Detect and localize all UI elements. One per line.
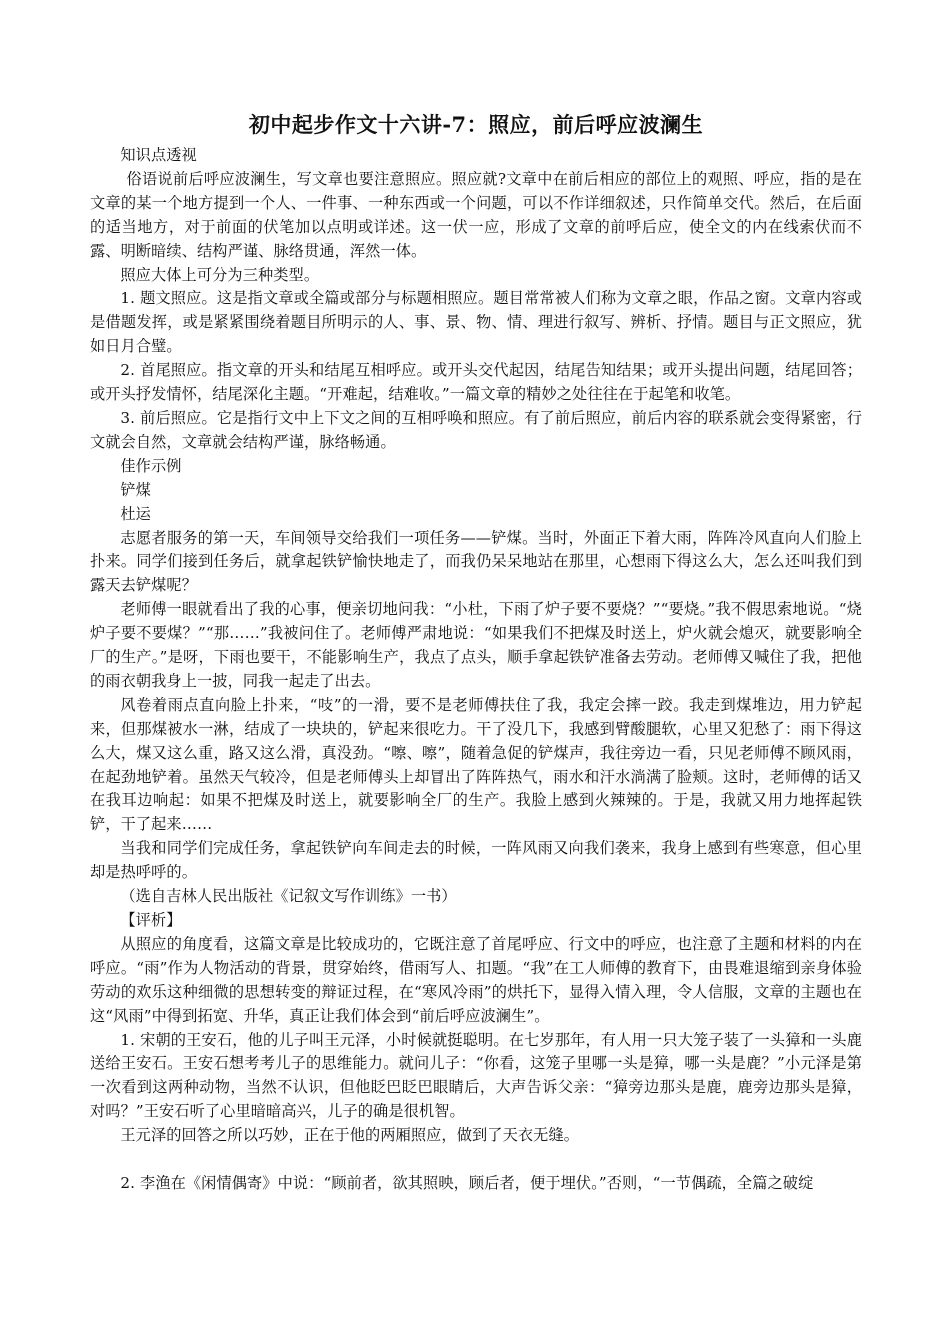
example-1-comment: 王元泽的回答之所以巧妙，正在于他的两厢照应，做到了天衣无缝。 bbox=[120, 1126, 580, 1145]
section-heading-knowledge: 知识点透视 bbox=[120, 146, 197, 164]
paragraph-intro: 俗语说前后呼应波澜生，写文章也要注意照应。照应就?文章中在前后相应的部位上的观照、呼应，指的是在文章的某一个地方提到一个人、一件事、一种东西或一个问题，可以不作详细叙述，只作简单交代。然后，在后面的适当地方，对于前面的伏笔加以点明或详述。这一伏一应，形成了文章的前呼后应，使全文的内在线索伏而不露、明断暗续、结构严谨、脉络贯通，浑然一体。 bbox=[90, 169, 862, 260]
review-paragraph: 从照应的角度看，这篇文章是比较成功的，它既注意了首尾呼应、行文中的呼应，也注意了主题和材料的内在呼应。“雨”作为人物活动的背景，贯穿始终，借雨写人、扣题。“我”在工人师傅的教育下，由畏难退缩到亲身体验劳动的欢乐这种细微的思想转变的辩证过程，在“寒风冷雨”的烘托下，显得入情入理，令人信服，文章的主题也在这“风雨”中得到拓宽、升华，真正让我们体会到“前后呼应波澜生”。 bbox=[90, 934, 862, 1025]
example-1-story: 1. 宋朝的王安石，他的儿子叫王元泽，小时候就挺聪明。在七岁那年，有人用一只大笼子装了一头獐和一头鹿送给王安石。王安石想考考儿子的思维能力。就问儿子：“你看，这笼子里哪一头是獐，哪一头是鹿？”小元泽是第一次看到这两种动物，当然不认识，但他眨巴眨巴眼睛后，大声告诉父亲：“獐旁边那头是鹿，鹿旁边那头是獐，对吗？”王安石听了心里暗暗高兴，儿子的确是很机智。 bbox=[90, 1030, 862, 1121]
section-heading-review: 【评析】 bbox=[120, 911, 182, 929]
essay-title: 铲煤 bbox=[120, 480, 151, 499]
example-2-story: 2. 李渔在《闲情偶寄》中说：“顾前者，欲其照映，顾后者，便于埋伏。”否则，“一节偶疏，全篇之破绽 bbox=[120, 1174, 814, 1193]
essay-source: （选自吉林人民出版社《记叙文写作训练》一书） bbox=[120, 887, 457, 906]
essay-paragraph-2: 老师傅一眼就看出了我的心事，便亲切地问我：“小杜，下雨了炉子要不要烧？”“要烧。”我不假思索地说。“烧炉子要不要煤？”“那……”我被问住了。老师傅严肃地说：“如果我们不把煤及时送上，炉火就会熄灭，就要影响全厂的生产。”是呀，下雨也要干，不能影响生产，我点了点头，顺手拿起铁铲准备去劳动。老师傅又喊住了我，把他的雨衣朝我身上一披，同我一起走了出去。 bbox=[90, 600, 862, 690]
paragraph-type-2: 2. 首尾照应。指文章的开头和结尾互相呼应。或开头交代起因，结尾告知结果；或开头提出问题，结尾回答；或开头抒发情怀，结尾深化主题。“开难起，结难收。”一篇文章的精妙之处往往在于起笔和收笔。 bbox=[90, 361, 862, 404]
section-heading-example: 佳作示例 bbox=[120, 456, 182, 475]
paragraph-type-3: 3. 前后照应。它是指行文中上下文之间的互相呼唤和照应。有了前后照应，前后内容的联系就会变得紧密，行文就会自然，文章就会结构严谨，脉络畅通。 bbox=[90, 408, 862, 451]
essay-paragraph-1: 志愿者服务的第一天，车间领导交给我们一项任务——铲煤。当时，外面正下着大雨，阵阵冷风直向人们脸上扑来。同学们接到任务后，就拿起铁铲愉快地走了，而我仍呆呆地站在那里，心想雨下得这么大，怎么还叫我们到露天去铲煤呢？ bbox=[90, 528, 862, 595]
document-page bbox=[90, 108, 862, 1196]
document-title: 初中起步作文十六讲-7：照应，前后呼应波澜生 bbox=[248, 112, 704, 137]
essay-paragraph-4: 当我和同学们完成任务，拿起铁铲向车间走去的时候，一阵风雨又向我们袭来，我身上感到有些寒意，但心里却是热呼呼的。 bbox=[90, 839, 862, 882]
paragraph-types: 照应大体上可分为三种类型。 bbox=[120, 265, 320, 284]
paragraph-type-1: 1. 题文照应。这是指文章或全篇或部分与标题相照应。题目常常被人们称为文章之眼，作品之窗。文章内容或是借题发挥，或是紧紧围绕着题目所明示的人、事、景、物、情、理进行叙写、辨析、抒情。题目与正文照应，犹如日月合璧。 bbox=[90, 289, 862, 356]
essay-author: 杜运 bbox=[120, 504, 151, 523]
essay-paragraph-3: 风卷着雨点直向脸上扑来，“吱”的一滑，要不是老师傅扶住了我，我定会摔一跤。我走到煤堆边，用力铲起来，但那煤被水一淋，结成了一块块的，铲起来很吃力。干了没几下，我感到臂酸腿软，心里又犯愁了：雨下得这么大，煤又这么重，路又这么滑，真没劲。“嚓、嚓”，随着急促的铲煤声，我往旁边一看，只见老师傅不顾风雨，在起劲地铲着。虽然天气较冷，但是老师傅头上却冒出了阵阵热气，雨水和汗水淌满了脸颊。这时，老师傅的话又在我耳边响起：如果不把煤及时送上，就要影响全厂的生产。我脸上感到火辣辣的。于是，我就又用力地挥起铁铲，干了起来…… bbox=[90, 695, 862, 834]
